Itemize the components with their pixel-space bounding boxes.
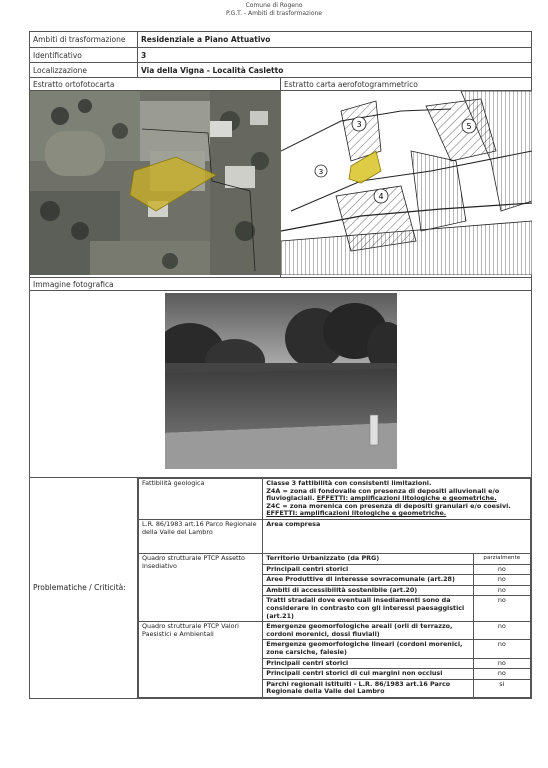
fatt-z4c: Z4C = zona morenica con presenza di depositi granulari e/o coesivi. <box>266 501 511 510</box>
fatt-z4c-effetti: EFFETTI: amplificazioni litologiche e geometriche. <box>266 509 447 518</box>
qs1-item: Principali centri storici <box>263 564 473 575</box>
qs2-answer: no <box>473 658 530 669</box>
fatt-label: Fattibilità geologica <box>139 479 263 520</box>
carta-label: Estratto carta aerofotogrammetrico <box>281 78 532 91</box>
criticita-table <box>138 478 531 698</box>
qs1-item: Territorio Urbanizzato (da PRG) <box>263 553 473 564</box>
fatt-z4a-effetti: EFFETTI: amplificazioni litologiche e geometriche. <box>316 494 497 503</box>
qs2-item: Emergenze geomorfologiche lineari (cordoni morenici, zone carsiche, falesie) <box>263 640 473 658</box>
qs2-label: Quadro strutturale PTCP Valori Paesistici e Ambientali <box>139 622 263 698</box>
qs1-label: Quadro strutturale PTCP Assetto Insediativo <box>139 553 263 621</box>
map-label-5: 5 <box>466 122 472 131</box>
qs2-answer: no <box>473 669 530 680</box>
ortofoto-label: Estratto ortofotocarta <box>30 78 281 91</box>
map-label-3b: 3 <box>318 168 324 176</box>
qs1-answer: no <box>473 564 530 575</box>
ident-label: Identificativo <box>30 48 138 63</box>
qs1-answer: no <box>473 585 530 596</box>
qs2-item: Principali centri storici di cui margini non occlusi <box>263 669 473 680</box>
info-table <box>29 31 532 699</box>
map-label-3: 3 <box>356 120 362 129</box>
site-photo <box>165 293 397 469</box>
qs1-answer: no <box>473 575 530 586</box>
qs2-answer: si <box>473 679 530 697</box>
ortofoto-image <box>30 91 281 278</box>
qs1-item: Aree Produttive di interesse sovracomunale (art.28) <box>263 575 473 586</box>
local-label: Localizzazione <box>30 63 138 78</box>
qs1-answer: no <box>473 596 530 622</box>
cartographic-map <box>281 91 532 275</box>
immagine-label: Immagine fotografica <box>30 278 532 291</box>
photo-cell <box>30 291 532 478</box>
header-municipality: Comune di Rogeno <box>245 2 303 9</box>
qs2-item: Principali centri storici <box>263 658 473 669</box>
lr-label: L.R. 86/1983 art.16 Parco Regionale della Valle del Lambro <box>139 519 263 553</box>
fatt-class: Classe 3 fattibilità con consistenti limitazioni. <box>266 479 432 487</box>
fatt-z4a: Z4A = zona di fondovalle con presenza di depositi alluvionali e/o fluvioglaciali. <box>266 486 500 503</box>
ambiti-value: Residenziale a Piano Attuativo <box>138 32 532 48</box>
problematiche-label: Problematiche / Criticità: <box>30 478 138 699</box>
criticita-cell <box>138 478 532 699</box>
fatt-value <box>263 479 531 520</box>
ortophoto-map <box>30 91 281 275</box>
carta-image <box>281 91 532 278</box>
qs1-item: Ambiti di accessibilità sostenibile (art.20) <box>263 585 473 596</box>
qs2-item: Parchi regionali istituiti - L.R. 86/1983 art.16 Parco Regionale della Valle del Lambro <box>263 679 473 697</box>
document-header <box>0 2 548 18</box>
qs2-item: Emergenze geomorfologiche areali (orli di terrazzo, cordoni morenici, dossi fluviali) <box>263 622 473 640</box>
local-value: Via della Vigna - Località Casletto <box>138 63 532 78</box>
qs2-answer: no <box>473 640 530 658</box>
qs1-item: Tratti stradali dove eventuali insediamenti sono da considerare in contrasto con gli interessi paesaggistici (art.21) <box>263 596 473 622</box>
ident-value: 3 <box>138 48 532 63</box>
qs2-answer: no <box>473 622 530 640</box>
lr-value: Area compresa <box>263 519 531 553</box>
map-label-4: 4 <box>378 192 384 201</box>
qs1-answer: parzialmente <box>473 553 530 564</box>
ambiti-label: Ambiti di trasformazione <box>30 32 138 48</box>
header-subtitle: P.G.T. - Ambiti di trasformazione <box>226 10 322 17</box>
